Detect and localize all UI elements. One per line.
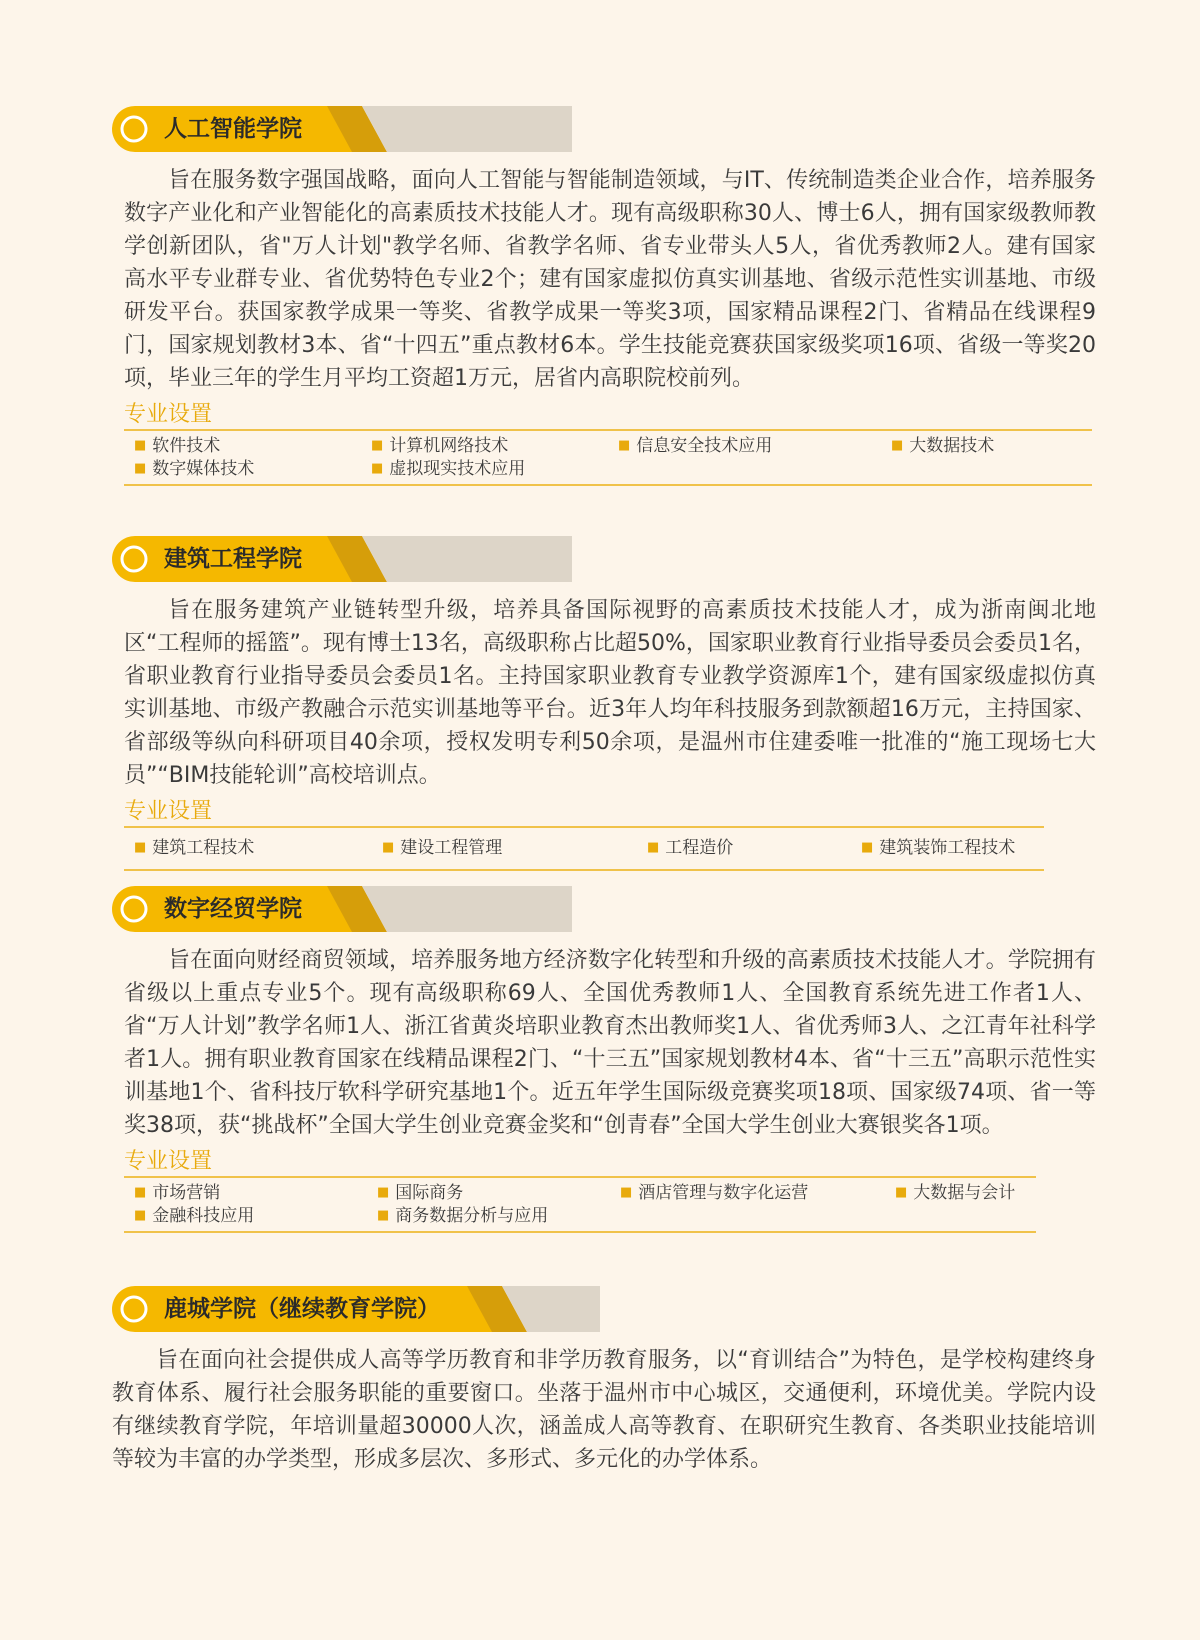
major-item: ■ 金融科技应用 [134,1205,255,1226]
square-bullet-icon: ■ [371,460,384,476]
square-bullet-icon: ■ [134,840,147,855]
major-item: ■ 数字媒体技术 [134,458,255,479]
section-intro: 旨在面向社会提供成人高等学历教育和非学历教育服务，以“育训结合”为特色，是学校构建终身教育体系、履行社会服务职能的重要窗口。坐落于温州市中心城区，交通便利，环境优美。学院内设有继续教育学院，年培训量超30000人次，涵盖成人高等教育、在职研究生教育、各类职业技能培训等较为丰富的办学类型，形成多层次、多形式、多元化的办学体系。 [112,1348,1096,1472]
majors-list [124,1176,1036,1233]
majors-row [124,832,1044,866]
major-item: ■ 软件技术 [134,435,221,456]
section-title: 数字经贸学院 [164,896,302,922]
majors-row [124,1182,1036,1205]
major-item: ■ 大数据技术 [891,435,995,456]
majors-list [124,429,1092,486]
section-title: 鹿城学院（继续教育学院） [164,1296,440,1322]
major-item: ■ 虚拟现实技术应用 [371,458,526,479]
section-intro: 旨在服务建筑产业链转型升级，培养具备国际视野的高素质技术技能人才，成为浙南闽北地区“工程师的摇篮”。现有博士13名，高级职称占比超50%，国家职业教育行业指导委员会委员1名，省职业教育行业指导委员会委员1名。主持国家职业教育专业教学资源库1个，建有国家级虚拟仿真实训基地、市级产教融合示范实训基地等平台。近3年人均年科技服务到款额超16万元，主持国家、省部级等纵向科研项目40余项，授权发明专利50余项，是温州市住建委唯一批准的“施工现场七大员”“BIM技能轮训”高校培训点。 [124,598,1096,788]
major-item: ■ 建设工程管理 [382,838,503,858]
major-item: ■ 国际商务 [377,1182,464,1203]
majors-label: 专业设置 [124,799,213,824]
major-item: ■ 商务数据分析与应用 [377,1205,549,1226]
section-banner [112,536,600,582]
section-banner [112,106,600,152]
section-lucheng-college [112,1286,1097,1476]
majors-row [124,435,1092,458]
square-bullet-icon: ■ [371,437,384,453]
square-bullet-icon: ■ [134,1207,147,1223]
major-item: ■ 信息安全技术应用 [618,435,773,456]
section-intro: 旨在面向财经商贸领域，培养服务地方经济数字化转型和升级的高素质技术技能人才。学院拥有省级以上重点专业5个。现有高级职称69人、全国优秀教师1人、全国教育系统先进工作者1人、省“万人计划”教学名师1人、浙江省黄炎培职业教育杰出教师奖1人、省优秀师3人、之江青年社科学者1人。拥有职业教育国家在线精品课程2门、“十三五”国家规划教材4本、省“十三五”高职示范性实训基地1个、省科技厅软科学研究基地1个。近五年学生国际级竞赛奖项18项、国家级74项、省一等奖38项，获“挑战杯”全国大学生创业竞赛金奖和“创青春”全国大学生创业大赛银奖各1项。 [124,948,1096,1138]
majors-label: 专业设置 [124,402,213,427]
square-bullet-icon: ■ [377,1207,390,1223]
section-architecture-college [112,536,1097,871]
section-title: 建筑工程学院 [164,546,302,572]
major-item: ■ 酒店管理与数字化运营 [620,1182,809,1203]
square-bullet-icon: ■ [618,437,631,453]
square-bullet-icon: ■ [382,840,395,855]
major-item: ■ 建筑工程技术 [134,838,255,858]
major-item: ■ 市场营销 [134,1182,221,1203]
square-bullet-icon: ■ [134,437,147,453]
section-ai-college [112,106,1097,486]
square-bullet-icon: ■ [377,1184,390,1200]
square-bullet-icon: ■ [895,1184,908,1200]
section-digital-trade-college [112,886,1097,1233]
section-banner [112,1286,600,1332]
section-intro: 旨在服务数字强国战略，面向人工智能与智能制造领域，与IT、传统制造类企业合作，培养服务数字产业化和产业智能化的高素质技术技能人才。现有高级职称30人、博士6人，拥有国家级教师教学创新团队，省"万人计划"教学名师、省教学名师、省专业带头人5人，省优秀教师2人。建有国家高水平专业群专业、省优势特色专业2个；建有国家虚拟仿真实训基地、省级示范性实训基地、市级研发平台。获国家教学成果一等奖、省教学成果一等奖3项，国家精品课程2门、省精品在线课程9门，国家规划教材3本、省“十四五”重点教材6本。学生技能竞赛获国家级奖项16项、省级一等奖20项，毕业三年的学生月平均工资超1万元，居省内高职院校前列。 [124,168,1096,391]
majors-label: 专业设置 [124,1149,213,1174]
square-bullet-icon: ■ [647,840,660,855]
major-item: ■ 建筑装饰工程技术 [861,838,1016,858]
square-bullet-icon: ■ [891,437,904,453]
square-bullet-icon: ■ [134,1184,147,1200]
major-item: ■ 计算机网络技术 [371,435,509,456]
section-banner [112,886,600,932]
majors-list [124,826,1044,871]
majors-row [124,1205,1036,1228]
major-item: ■ 工程造价 [647,838,734,858]
square-bullet-icon: ■ [134,460,147,476]
section-title: 人工智能学院 [164,116,302,142]
major-item: ■ 大数据与会计 [895,1182,1016,1203]
majors-row [124,458,1092,481]
square-bullet-icon: ■ [861,840,874,855]
square-bullet-icon: ■ [620,1184,633,1200]
